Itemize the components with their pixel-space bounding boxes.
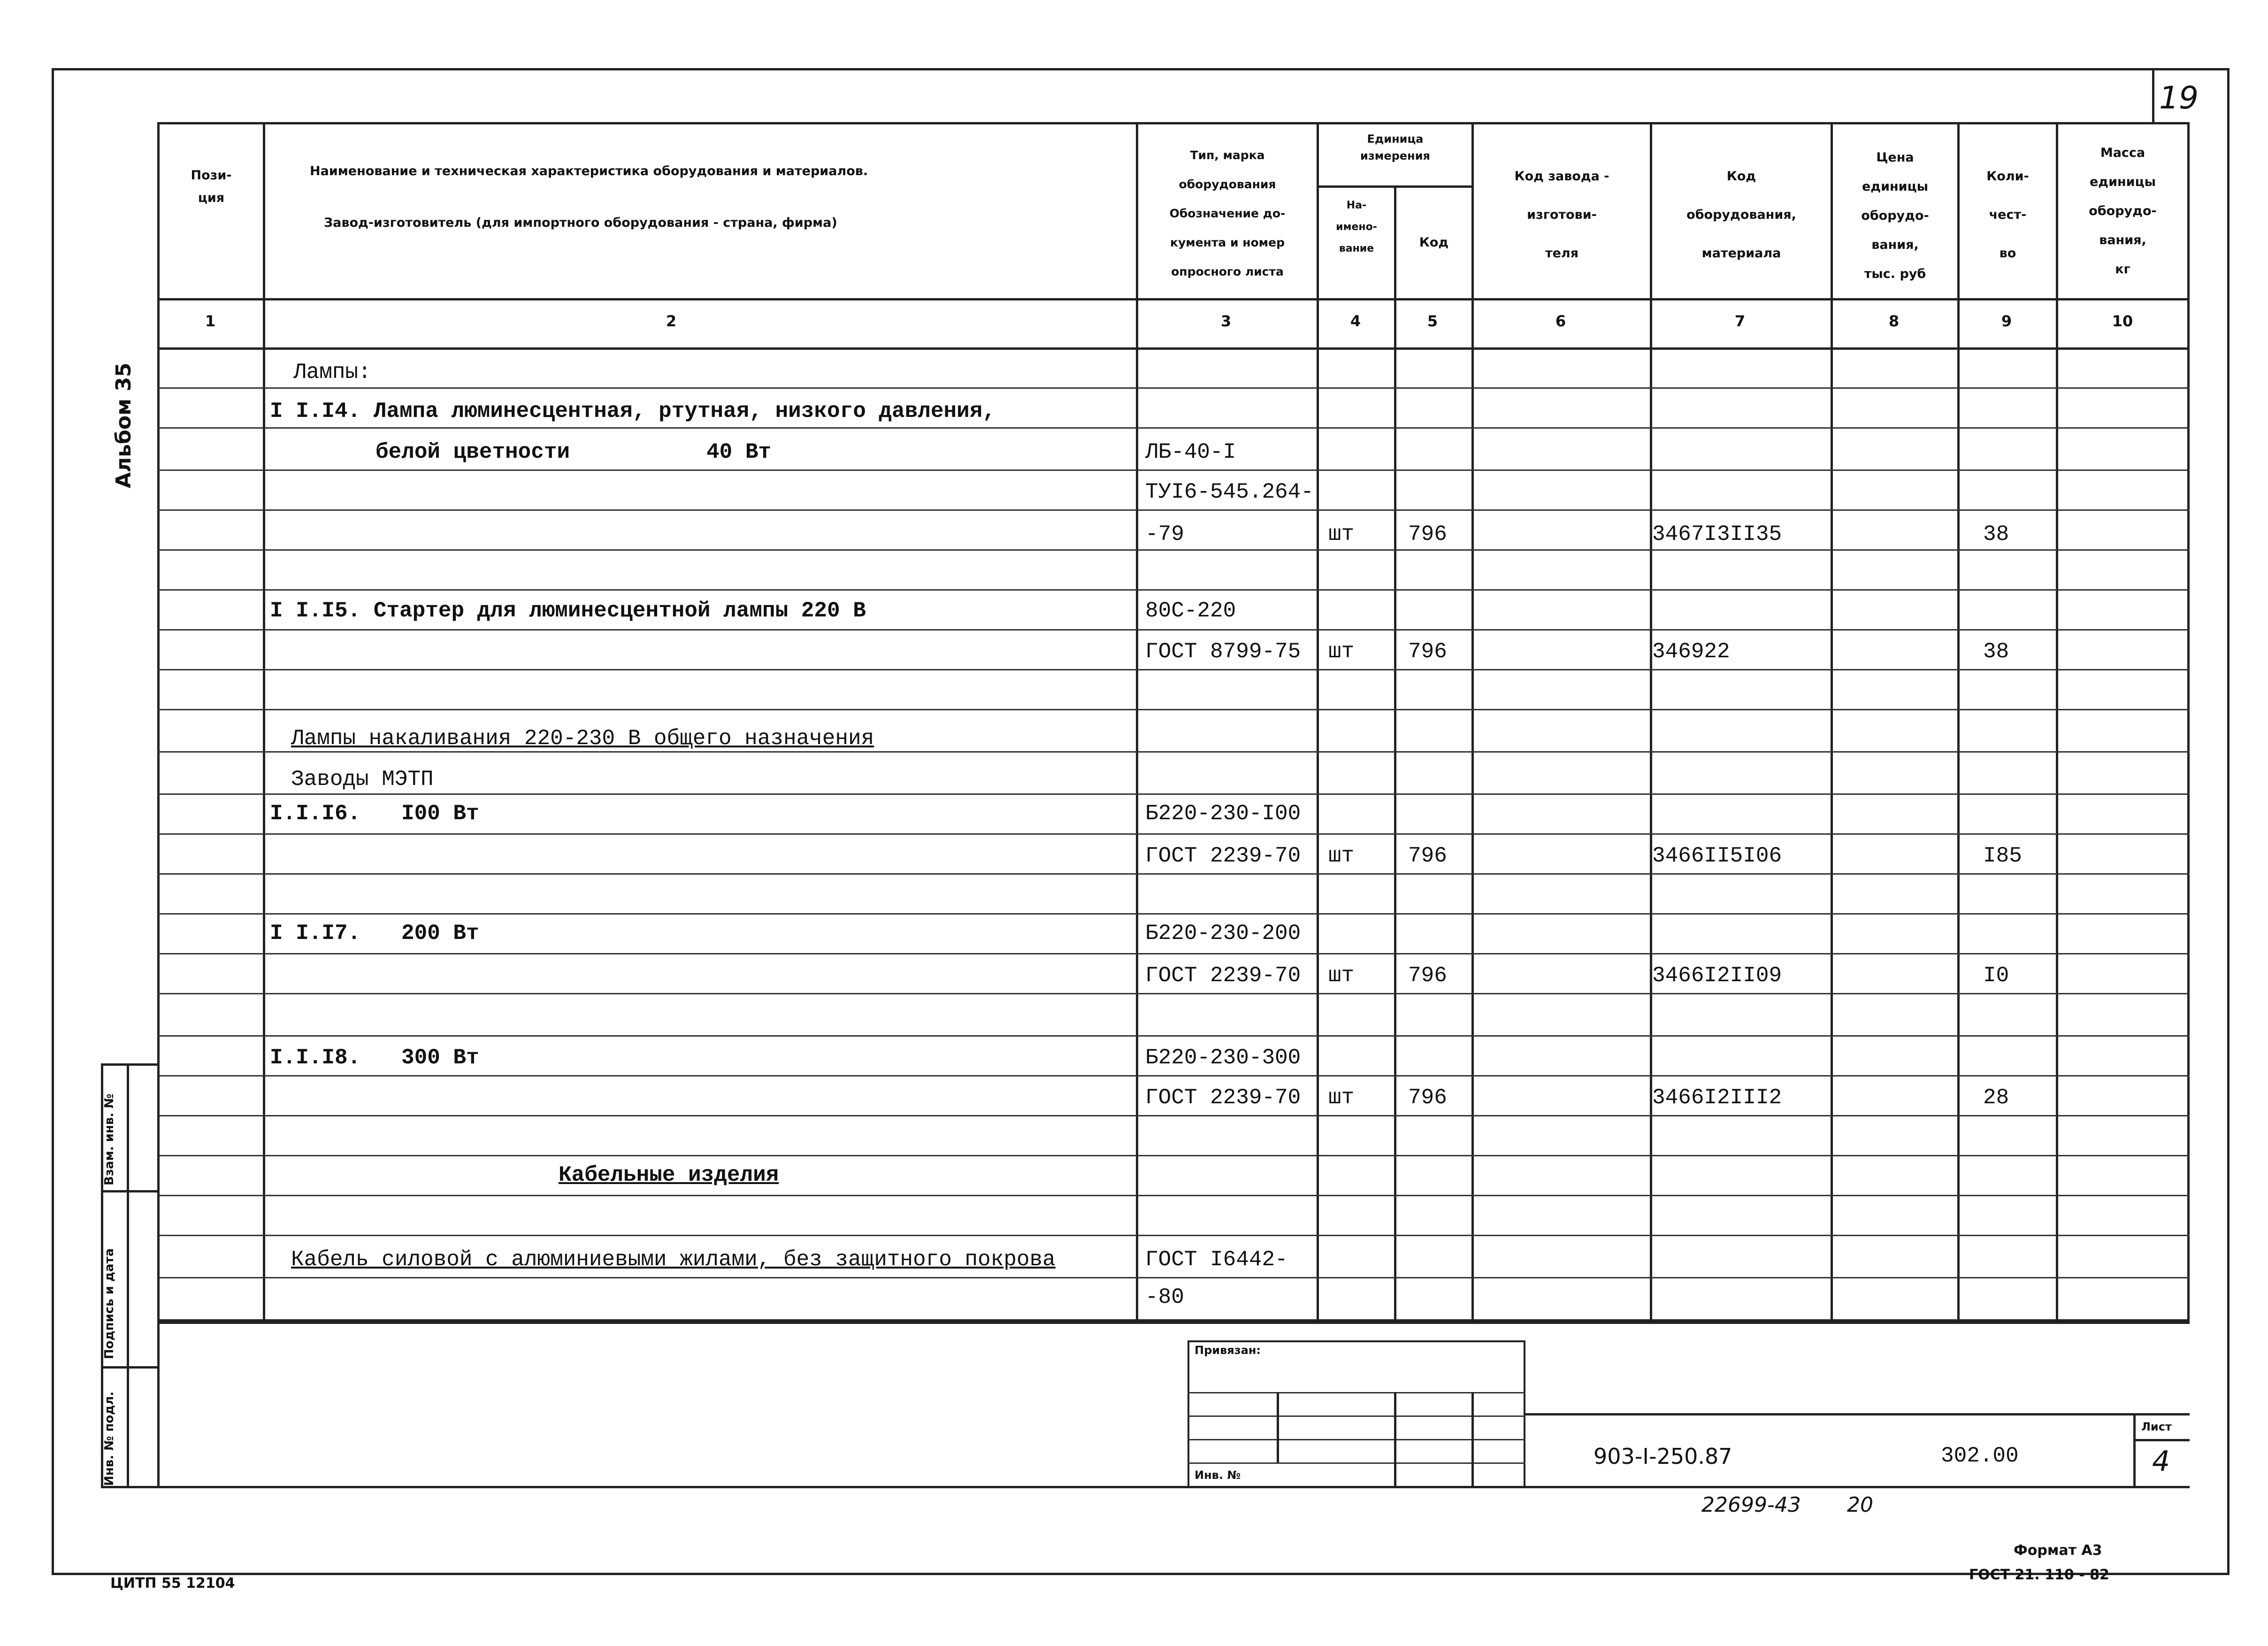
item-i14-name: I I.I4. Лампа люминесцентная, ртутная, низкого давления,: [270, 399, 996, 423]
header-col9: Коли- чест- во: [1986, 169, 2029, 261]
row-line: [157, 1235, 2190, 1236]
header-col2-line2: Завод-изготовитель (для импортного оборудования - страна, фирма): [324, 215, 837, 230]
column-number-4: 4: [1350, 312, 1361, 330]
item-i14-code: 3467I3II35: [1652, 522, 1782, 546]
column-number-5: 5: [1427, 312, 1438, 330]
list-box-line: [2133, 1439, 2190, 1441]
privyazan-label: Привязан:: [1195, 1344, 1261, 1357]
item-i18-unit-code: 796: [1408, 1085, 1447, 1110]
inv-podl-label: Инв. № подл.: [102, 1391, 116, 1486]
item-i16-unit-code: 796: [1408, 844, 1447, 868]
row-line: [157, 1035, 2190, 1037]
stamp-line: [1188, 1439, 1525, 1440]
column-number-1: 1: [205, 312, 216, 330]
item-cable-name: Кабель силовой с алюминиевыми жилами, без защитного покрова: [291, 1247, 1056, 1272]
item-i15-unit: шт: [1328, 639, 1355, 664]
item-i16-pos: I.I.I6.: [270, 801, 361, 826]
item-cable-doc: ГОСТ I6442-: [1145, 1247, 1288, 1272]
col-divider-2: [1136, 122, 1138, 1324]
row-line: [157, 509, 2190, 511]
row-line: [157, 629, 2190, 631]
column-number-10: 10: [2112, 312, 2133, 330]
column-number-2: 2: [666, 312, 677, 330]
section-cables: Кабельные изделия: [559, 1163, 779, 1187]
item-i14-name-cont: белой цветности: [375, 440, 570, 464]
doc-code-top-line: [1525, 1413, 2190, 1415]
column-number-3: 3: [1220, 312, 1232, 330]
item-i17-power: 200 Вт: [401, 921, 479, 946]
item-i14-unit: шт: [1328, 522, 1355, 546]
item-i18-unit: шт: [1328, 1085, 1355, 1110]
item-i14-unit-code: 796: [1408, 522, 1447, 546]
section-title-lamps: Лампы:: [293, 360, 371, 385]
row-line: [157, 1195, 2190, 1196]
row-line: [157, 709, 2190, 710]
column-number-9: 9: [2001, 312, 2012, 330]
header-col3: Тип, марка оборудования Обозначение до- кумента и номер опросного листа: [1169, 148, 1286, 278]
item-i17-unit: шт: [1328, 963, 1355, 988]
left-stamp-line: [101, 1366, 160, 1369]
left-stamp-line: [101, 1190, 160, 1192]
column-number-line: [157, 347, 2190, 350]
header-bottom-line: [157, 298, 2190, 300]
handwritten-number: 20: [1847, 1493, 1873, 1517]
item-i15-name: I I.I5. Стартер для люминесцентной лампы 220 В: [270, 599, 866, 623]
header-col10: Масса единицы оборудо- вания, кг: [2089, 146, 2157, 277]
row-line: [157, 873, 2190, 875]
item-i15-doc: ГОСТ 8799-75: [1145, 639, 1301, 664]
header-col4: На- имено- вание: [1336, 200, 1377, 254]
item-i15-code: 346922: [1652, 639, 1730, 664]
left-stamp-divider: [127, 1063, 129, 1488]
list-label: Лист: [2141, 1420, 2172, 1433]
row-line: [157, 1075, 2190, 1077]
row-line: [157, 1277, 2190, 1278]
gost-label: ГОСТ 21. 110 - 82: [1969, 1567, 2109, 1583]
item-i18-qty: 28: [1983, 1085, 2009, 1110]
stamp-line: [1188, 1415, 1525, 1417]
format-label: Формат А3: [2014, 1542, 2102, 1559]
stamp-line: [1188, 1392, 1525, 1393]
item-i17-code: 3466I2II09: [1652, 963, 1782, 988]
inv-no-label: Инв. №: [1195, 1469, 1241, 1482]
sheet-number-divider: [2152, 68, 2154, 124]
row-line: [157, 953, 2190, 954]
column-number-6: 6: [1555, 312, 1566, 330]
header-col2-line1: Наименование и техническая характеристика оборудования и материалов.: [310, 164, 868, 178]
row-line: [157, 793, 2190, 795]
privyazan-box: [1188, 1340, 1525, 1488]
podpis-label: Подпись и дата: [102, 1248, 116, 1359]
sheet-number-top: 19: [2159, 80, 2199, 116]
col-divider-3: [1317, 122, 1319, 1324]
header-col6: Код завода - изготови- теля: [1514, 169, 1609, 261]
stamp-divider: [1277, 1392, 1279, 1462]
handwritten-inventory: 22699-43: [1701, 1493, 1801, 1517]
item-i16-unit: шт: [1328, 844, 1355, 868]
section-code: 302.00: [1941, 1444, 2019, 1468]
col-divider-7: [1831, 122, 1833, 1324]
row-line: [157, 993, 2190, 994]
album-label: Альбом 35: [112, 362, 136, 488]
list-number: 4: [2152, 1445, 2170, 1478]
item-i18-doc: ГОСТ 2239-70: [1145, 1085, 1301, 1110]
section-factories: Заводы МЭТП: [291, 767, 434, 792]
item-i16-doc: ГОСТ 2239-70: [1145, 844, 1301, 868]
item-i14-doc-cont: -79: [1145, 522, 1184, 546]
row-line: [157, 1155, 2190, 1156]
item-i16-code: 3466II5I06: [1652, 844, 1782, 868]
item-i17-qty: I0: [1983, 963, 2009, 988]
item-i16-power: I00 Вт: [401, 801, 479, 826]
citp-label: ЦИТП 55 12104: [110, 1575, 235, 1592]
item-cable-doc-cont: -80: [1145, 1285, 1184, 1309]
col-divider-1: [263, 122, 265, 1324]
column-number-7: 7: [1734, 312, 1746, 330]
row-line: [157, 669, 2190, 670]
row-line: [157, 589, 2190, 591]
item-i14-type: ЛБ-40-I: [1145, 440, 1236, 464]
header-col1: Пози- ция: [191, 168, 232, 205]
row-line: [157, 549, 2190, 551]
stamp-divider: [1471, 1392, 1474, 1488]
item-i14-qty: 38: [1983, 522, 2009, 546]
item-i17-unit-code: 796: [1408, 963, 1447, 988]
row-line: [157, 387, 2190, 389]
item-i17-pos: I I.I7.: [270, 921, 361, 946]
doc-code: 903-I-250.87: [1594, 1444, 1732, 1469]
item-i18-pos: I.I.I8.: [270, 1046, 361, 1070]
item-i18-power: 300 Вт: [401, 1046, 479, 1070]
item-i14-doc: ТУI6-545.264-: [1145, 480, 1314, 504]
row-line: [157, 913, 2190, 915]
section-incandescent: Лампы накаливания 220-230 В общего назначения: [291, 726, 874, 751]
row-line: [157, 469, 2190, 471]
table-bottom-line: [157, 1319, 2190, 1322]
stamp-line: [1188, 1462, 1525, 1464]
vzam-label: Взам. инв. №: [102, 1093, 116, 1185]
item-i16-type: Б220-230-I00: [1145, 801, 1301, 826]
column-number-8: 8: [1888, 312, 1900, 330]
col-divider-4: [1394, 185, 1396, 1324]
stamp-divider: [1394, 1392, 1396, 1488]
item-i15-unit-code: 796: [1408, 639, 1447, 664]
item-i15-type: 80С-220: [1145, 599, 1236, 623]
header-col5: Код: [1419, 235, 1449, 250]
header-col45: Единица измерения: [1360, 132, 1430, 162]
item-i17-type: Б220-230-200: [1145, 921, 1301, 946]
row-line: [157, 1115, 2190, 1116]
row-line: [157, 427, 2190, 429]
header-col8: Цена единицы оборудо- вания, тыс. руб: [1861, 150, 1929, 281]
item-i18-code: 3466I2III2: [1652, 1085, 1782, 1110]
header-col7: Код оборудования, материала: [1686, 169, 1796, 261]
spec-table: [157, 122, 2190, 1324]
col-divider-5: [1471, 122, 1474, 1324]
row-line: [157, 833, 2190, 835]
col-divider-9: [2056, 122, 2058, 1324]
stamp-bottom-line: [160, 1486, 2190, 1488]
item-i16-qty: I85: [1983, 844, 2022, 868]
col-divider-6: [1650, 122, 1652, 1324]
item-i14-power: 40 Вт: [706, 440, 772, 464]
col-divider-8: [1957, 122, 1960, 1324]
item-i18-type: Б220-230-300: [1145, 1046, 1301, 1070]
item-i17-doc: ГОСТ 2239-70: [1145, 963, 1301, 988]
item-i15-qty: 38: [1983, 639, 2009, 664]
